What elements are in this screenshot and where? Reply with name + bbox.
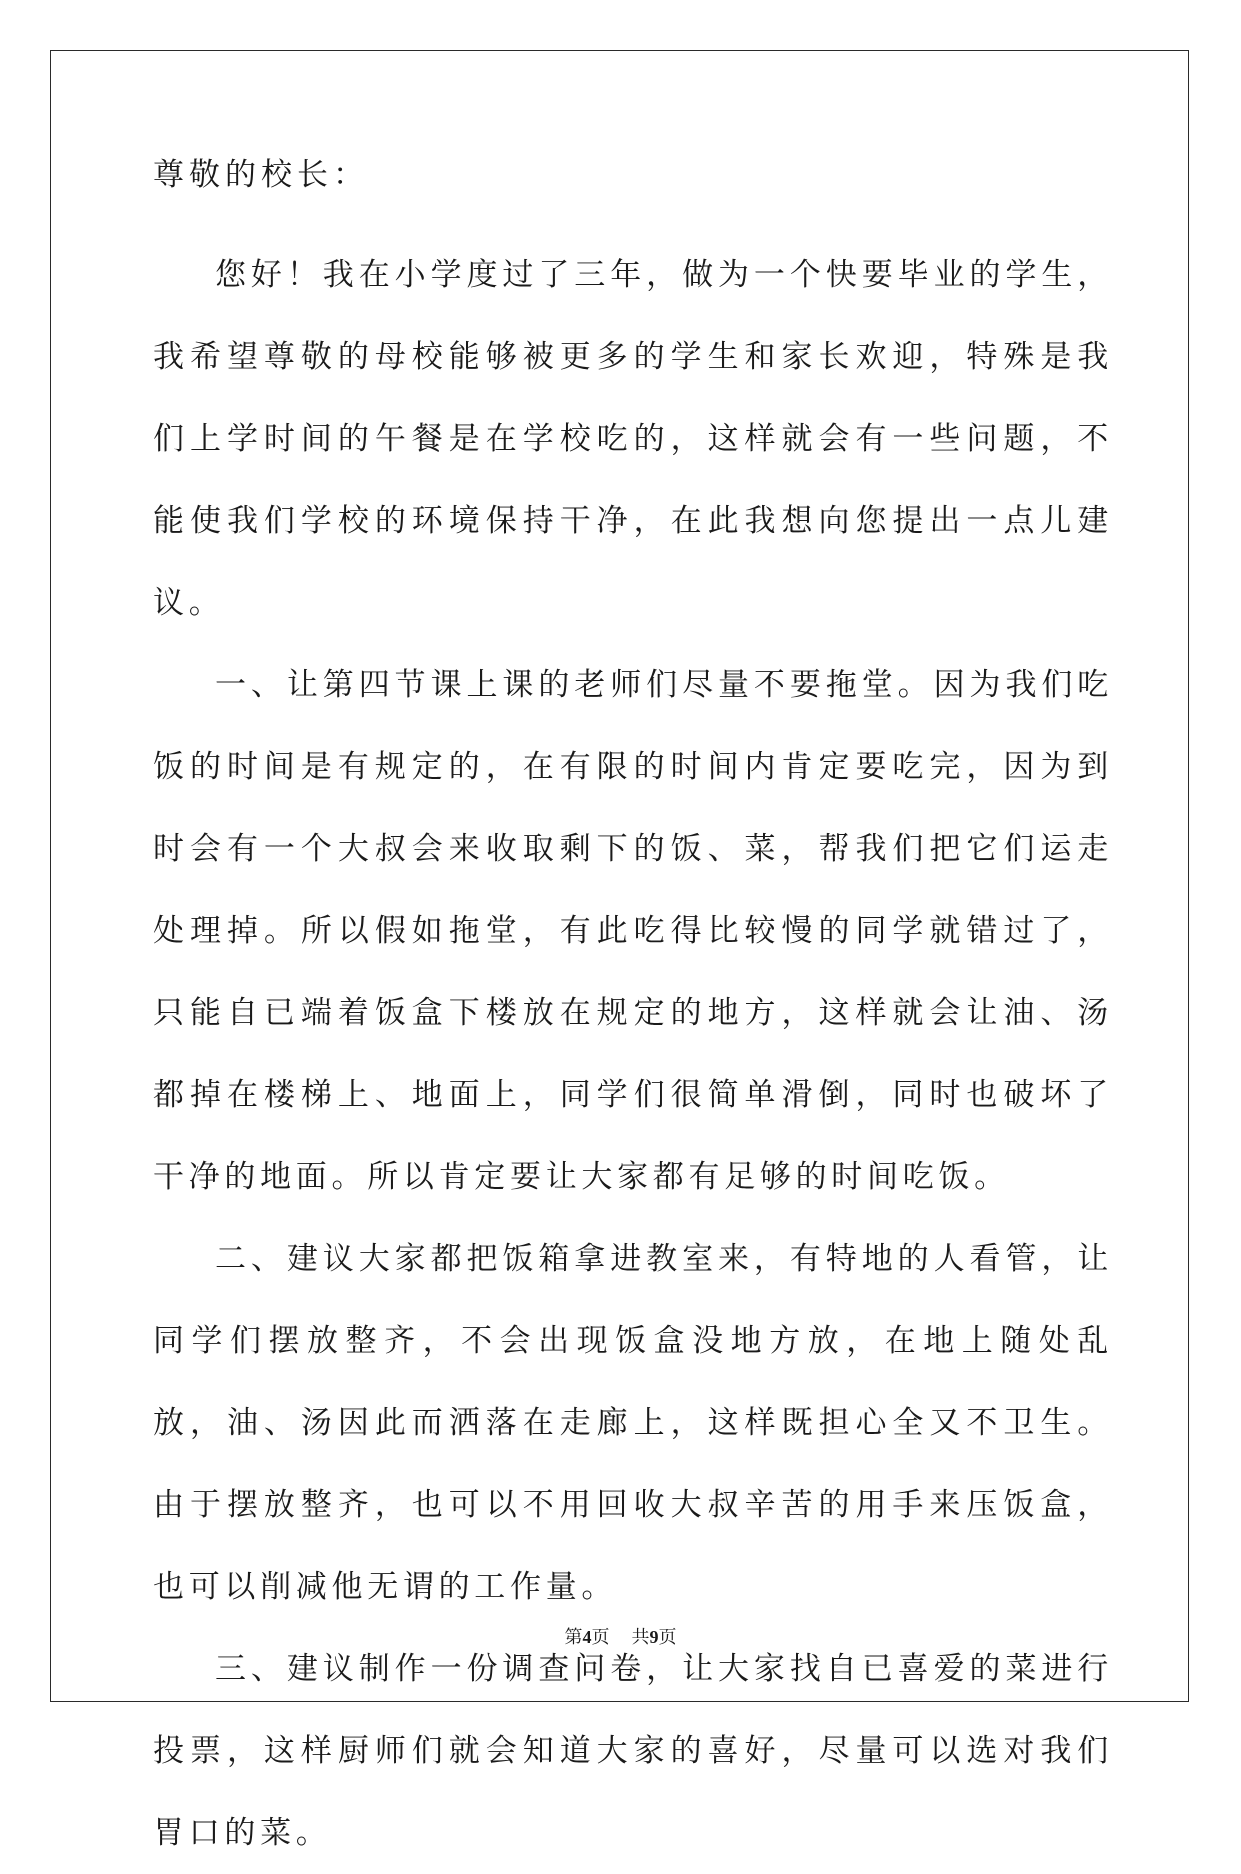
salutation: 尊敬的校长：: [153, 157, 369, 193]
page-prefix: 第: [564, 1627, 583, 1648]
page-number: 4: [582, 1627, 592, 1647]
total-pages: 9: [649, 1627, 659, 1647]
page-footer: [0, 1623, 1241, 1649]
paragraph-suggestion-3: 三、建议制作一份调查问卷，让大家找自已喜爱的菜进行投票，这样厨师们就会知道大家的喜好，尽量可以选对我们胃口的菜。: [153, 1651, 1113, 1851]
paragraph-suggestion-1: 一、让第四节课上课的老师们尽量不要拖堂。因为我们吃饭的时间是有规定的，在有限的时间内肯定要吃完，因为到时会有一个大叔会来收取剩下的饭、菜，帮我们把它们运走处理掉。所以假如拖堂，有此吃得比较慢的同学就错过了，只能自已端着饭盒下楼放在规定的地方，这样就会让油、汤都掉在楼梯上、地面上，同学们很简单滑倒，同时也破坏了干净的地面。所以肯定要让大家都有足够的时间吃饭。: [153, 667, 1113, 1195]
document-body: [153, 154, 1113, 1874]
paragraph-greeting: 您好！我在小学度过了三年，做为一个快要毕业的学生，我希望尊敬的母校能够被更多的学生和家长欢迎，特殊是我们上学时间的午餐是在学校吃的，这样就会有一些问题，不能使我们学校的环境保持干净，在此我想向您提出一点儿建议。: [153, 257, 1113, 621]
paragraph-suggestion-2: 二、建议大家都把饭箱拿进教室来，有特地的人看管，让同学们摆放整齐，不会出现饭盒没地方放，在地上随处乱放，油、汤因此而洒落在走廊上，这样既担心全又不卫生。由于摆放整齐，也可以不用回收大叔辛苦的用手来压饭盒，也可以削减他无谓的工作量。: [153, 1241, 1113, 1605]
total-prefix: 共: [631, 1627, 650, 1648]
total-suffix: 页: [658, 1627, 677, 1648]
page-suffix: 页: [591, 1627, 610, 1648]
